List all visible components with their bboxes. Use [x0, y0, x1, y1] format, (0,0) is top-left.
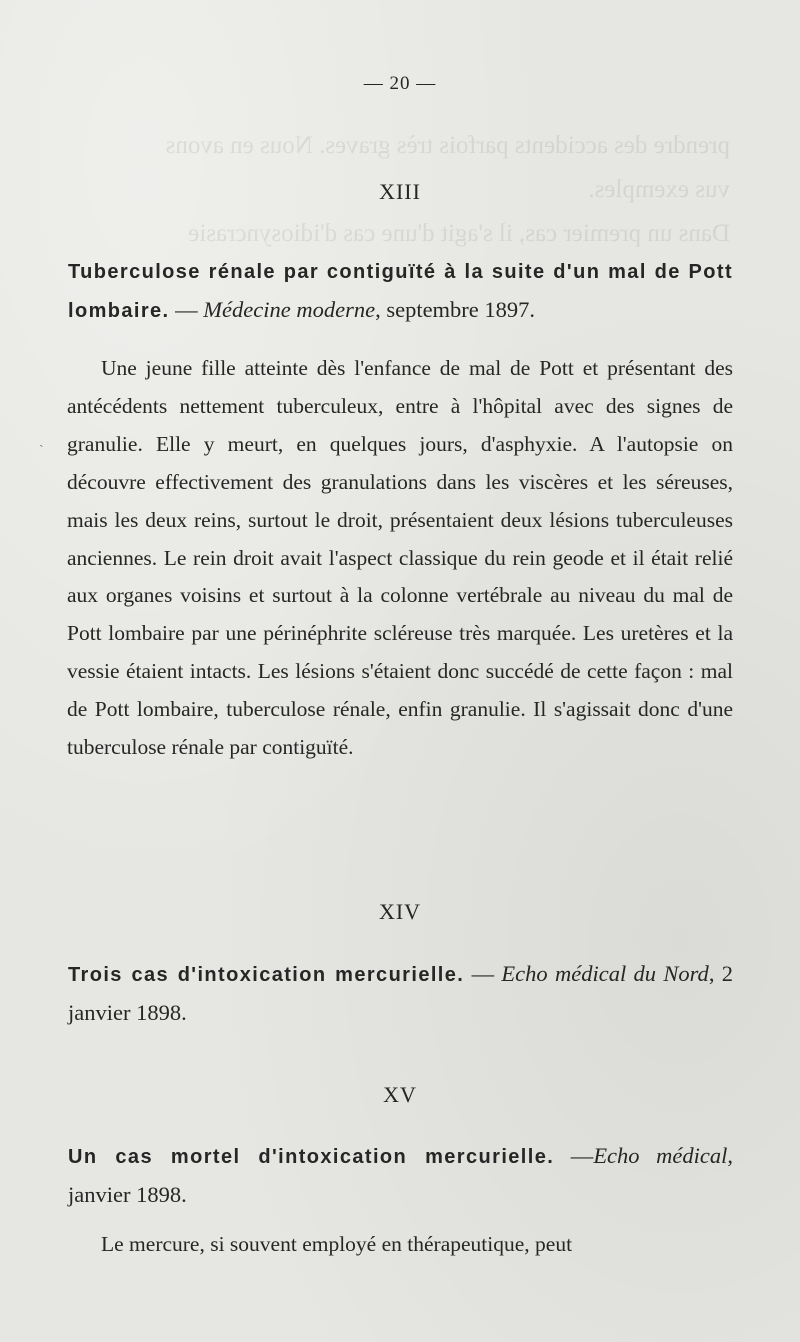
paragraph-xv — [67, 1226, 733, 1264]
entry-title-xiv — [68, 955, 733, 1031]
publication-date: , 2 janvier 1898. — [68, 961, 734, 1025]
paragraph-xiii — [67, 350, 733, 767]
entry-separator: — — [464, 961, 502, 986]
publication-date: , septembre 1897. — [375, 297, 536, 322]
section-number-xiv: XIV — [378, 899, 422, 924]
entry-separator: — — [554, 1143, 594, 1168]
entry-title-xv — [68, 1137, 733, 1213]
entry-separator: — — [169, 297, 204, 322]
show-through-line: vus exemples. — [588, 176, 730, 203]
section-number-xiii: XIII — [379, 179, 421, 204]
show-through-line: Dans un premier cas, il s'agit d'une cas d'idiosyncrasie — [188, 220, 730, 247]
entry-title-xiii — [68, 252, 733, 330]
journal-name: Echo médical — [593, 1143, 728, 1168]
journal-name: Médecine moderne — [203, 297, 376, 322]
publication-date: , janvier 1898. — [68, 1143, 733, 1207]
journal-name: Echo médical du Nord — [501, 961, 709, 986]
show-through-line: prendre des accidents parfois très graves. Nous en avons — [165, 132, 730, 159]
body-paragraph: Une jeune fille atteinte dès l'enfance de mal de Pott et présentant des antécédents nettement tuberculeux, entre à l'hôpital avec des signes de granulie. Elle y meurt, en quelques jours, d'asphyxie. A l'autopsie on découvre effectivement des granulations dans les viscères et les séreuses, mais les deux reins, surtout le droit, présentaient deux lésions tuberculeuses anciennes. Le rein droit avait l'aspect classique du rein geode et il était relié aux organes voisins et surtout à la colonne vertébrale au niveau du mal de Pott lombaire par une périnéphrite scléreuse très marquée. Les uretères et la vessie étaient intacts. Les lésions s'étaient donc succédé de cette façon : mal de Pott lombaire, tuberculose rénale, enfin granulie. Il s'agissait donc d'une tuberculose rénale par contiguïté. — [67, 356, 733, 760]
entry-title-text: Un cas mortel d'intoxication mercurielle. — [68, 1146, 555, 1168]
body-paragraph: Le mercure, si souvent employé en thérapeutique, peut — [101, 1232, 573, 1256]
entry-title-text: Trois cas d'intoxication mercurielle. — [68, 964, 465, 986]
section-number-xv: XV — [383, 1082, 417, 1107]
margin-mark: ˏ — [39, 433, 44, 448]
page-number: — 20 — — [363, 73, 437, 94]
entry-title-text: Tuberculose rénale par contiguïté à la suite d'un mal de Pott lombaire. — [68, 261, 733, 322]
